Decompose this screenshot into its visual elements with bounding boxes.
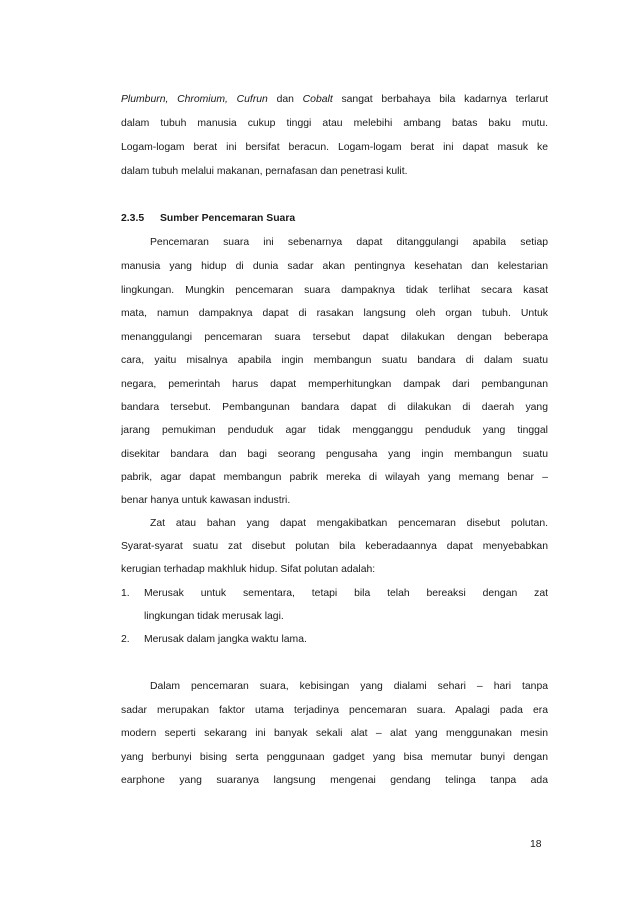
paragraph-2-line: lingkungan. Mungkin pencemaran suara dampaknya tidak terlihat secara kasat: [121, 285, 548, 296]
paragraph-2-line: menanggulangi pencemaran suara tersebut dapat dilakukan dengan beberapa: [121, 332, 548, 343]
paragraph-2-line: bandara tersebut. Pembangunan bandara dapat di dilakukan di daerah yang: [121, 402, 548, 413]
paragraph-1-line: [121, 92, 548, 108]
paragraph-1-line: dalam tubuh melalui makanan, pernafasan dan penetrasi kulit.: [121, 166, 408, 177]
list-item-line: Merusak dalam jangka waktu lama.: [144, 634, 307, 645]
list-item-line: lingkungan tidak merusak lagi.: [144, 611, 284, 622]
body-text: dan: [267, 94, 303, 105]
paragraph-2-line: cara, yaitu misalnya apabila ingin membangun suatu bandara di dalam suatu: [121, 355, 548, 366]
paragraph-4-line: Dalam pencemaran suara, kebisingan yang dialami sehari – hari tanpa: [150, 681, 548, 692]
paragraph-2-line: benar hanya untuk kawasan industri.: [121, 495, 291, 506]
page-number: 18: [530, 839, 542, 850]
italic-text: Cobalt: [302, 94, 333, 105]
section-heading: Sumber Pencemaran Suara: [160, 213, 296, 224]
section-number: 2.3.5: [121, 213, 145, 224]
paragraph-2-line: mata, namun dampaknya dapat di rasakan langsung oleh organ tubuh. Untuk: [121, 308, 548, 319]
paragraph-2-line: pabrik, agar dapat membangun pabrik mereka di wilayah yang memang benar –: [121, 472, 548, 483]
paragraph-3-line: Zat atau bahan yang dapat mengakibatkan pencemaran disebut polutan.: [150, 518, 548, 529]
paragraph-3-line: kerugian terhadap makhluk hidup. Sifat polutan adalah:: [121, 564, 376, 575]
paragraph-1-line: dalam tubuh manusia cukup tinggi atau melebihi ambang batas baku mutu.: [121, 118, 548, 129]
paragraph-4-line: sadar merupakan faktor utama terjadinya pencemaran suara. Apalagi pada era: [121, 705, 548, 716]
italic-text: Plumburn, Chromium, Cufrun: [121, 94, 268, 105]
paragraph-2-line: manusia yang hidup di dunia sadar akan pentingnya kesehatan dan kelestarian: [121, 261, 548, 272]
paragraph-2-line: jarang pemukiman penduduk agar tidak mengganggu penduduk yang tinggal: [121, 425, 548, 436]
paragraph-1-line: Logam-logam berat ini bersifat beracun. Logam-logam berat ini dapat masuk ke: [121, 142, 548, 153]
paragraph-2-line: Pencemaran suara ini sebenarnya dapat ditanggulangi apabila setiap: [150, 237, 548, 248]
paragraph-2-line: disekitar bandara dan bagi seorang pengusaha yang ingin membangun suatu: [121, 449, 548, 460]
paragraph-4-line: earphone yang suaranya langsung mengenai gendang telinga tanpa ada: [121, 775, 548, 786]
list-item-line: Merusak untuk sementara, tetapi bila telah bereaksi dengan zat: [144, 588, 548, 599]
paragraph-4-line: modern seperti sekarang ini banyak sekali alat – alat yang menggunakan mesin: [121, 728, 548, 739]
body-text: sangat berbahaya bila kadarnya terlarut: [332, 94, 548, 105]
paragraph-2-line: negara, pemerintah harus dapat memperhitungkan dampak dari pembangunan: [121, 379, 548, 390]
list-item-number: 2.: [121, 634, 130, 645]
paragraph-4-line: yang berbunyi bising serta penggunaan gadget yang bisa memutar bunyi dengan: [121, 752, 548, 763]
list-item-number: 1.: [121, 588, 130, 599]
paragraph-3-line: Syarat-syarat suatu zat disebut polutan bila keberadaannya dapat menyebabkan: [121, 541, 548, 552]
